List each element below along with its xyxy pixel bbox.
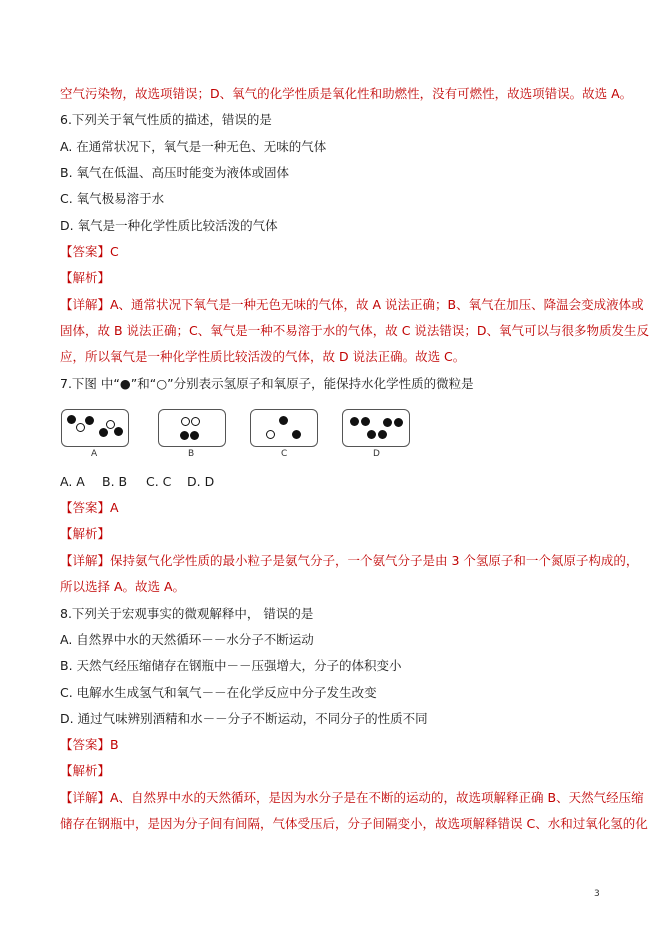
figure-label-b: B xyxy=(188,449,195,459)
figure-label-c: C xyxy=(281,449,288,459)
q7-answer: 【答案】A xyxy=(60,500,119,515)
q6-option-a: A. 在通常状况下，氧气是一种无色、无味的气体 xyxy=(60,139,327,154)
hydrogen-atom-icon xyxy=(99,428,108,437)
hydrogen-atom-icon xyxy=(85,416,94,425)
q7-detail xyxy=(60,548,639,600)
q8-analysis-heading: 【解析】 xyxy=(60,763,111,778)
q6-answer: 【答案】C xyxy=(60,244,119,259)
q8-stem: 8.下列关于宏观事实的微观解释中， 错误的是 xyxy=(60,606,314,621)
hydrogen-atom-icon xyxy=(67,415,76,424)
q8-option-c: C. 电解水生成氢气和氧气－－在化学反应中分子发生改变 xyxy=(60,685,377,700)
hydrogen-atom-icon xyxy=(350,417,359,426)
q7-option-c: C. C xyxy=(146,474,172,489)
hydrogen-atom-icon xyxy=(114,427,123,436)
q7-detail-line-2: 所以选择 A。故选 A。 xyxy=(60,579,186,594)
q7-option-b: B. B xyxy=(102,474,128,489)
q7-stem: 7.下图 中“●”和“○”分别表示氢原子和氧原子，能保持水化学性质的微粒是 xyxy=(60,376,474,391)
hydrogen-atom-icon xyxy=(292,430,301,439)
molecule-figure-b xyxy=(158,409,226,447)
oxygen-atom-icon xyxy=(106,420,115,429)
page-number: 3 xyxy=(594,889,600,899)
q8-detail-line-1: 【详解】A、自然界中水的天然循环，是因为水分子是在不断的运动的，故选项解释正确 B、天然气经压缩 xyxy=(60,790,644,805)
oxygen-atom-icon xyxy=(191,417,200,426)
hydrogen-atom-icon xyxy=(190,431,199,440)
q7-option-a: A. A xyxy=(60,474,85,489)
molecule-figure-a xyxy=(61,409,129,447)
q7-option-d: D. D xyxy=(187,474,215,489)
q7-detail-line-1: 【详解】保持氨气化学性质的最小粒子是氨气分子，一个氨气分子是由 3 个氢原子和一个氮原子构成的， xyxy=(60,553,639,568)
oxygen-atom-icon xyxy=(266,430,275,439)
hydrogen-atom-icon xyxy=(180,431,189,440)
hydrogen-atom-icon xyxy=(367,430,376,439)
q6-analysis-heading: 【解析】 xyxy=(60,270,111,285)
q6-detail-line-3: 应，所以氧气是一种化学性质比较活泼的气体，故 D 说法正确。故选 C。 xyxy=(60,349,466,364)
q7-analysis-heading: 【解析】 xyxy=(60,526,111,541)
hydrogen-atom-icon xyxy=(394,418,403,427)
figure-label-a: A xyxy=(91,449,98,459)
q8-answer: 【答案】B xyxy=(60,737,119,752)
molecule-figure-c xyxy=(250,409,318,447)
q8-detail-line-2: 储存在钢瓶中，是因为分子间有间隔，气体受压后，分子间隔变小，故选项解释错误 C、水和过氧化氢的化 xyxy=(60,816,648,831)
q6-option-b: B. 氧气在低温、高压时能变为液体或固体 xyxy=(60,165,290,180)
q8-detail xyxy=(60,785,648,837)
hydrogen-atom-icon xyxy=(378,430,387,439)
oxygen-atom-icon xyxy=(181,417,190,426)
q6-option-d: D. 氧气是一种化学性质比较活泼的气体 xyxy=(60,218,278,233)
hydrogen-atom-icon xyxy=(361,417,370,426)
figure-label-d: D xyxy=(373,449,380,459)
q6-detail xyxy=(60,292,650,370)
q6-detail-line-2: 固体，故 B 说法正确；C、氧气是一种不易溶于水的气体，故 C 说法错误；D、氧气可以与很多物质发生反 xyxy=(60,323,650,338)
oxygen-atom-icon xyxy=(76,423,85,432)
q6-option-c: C. 氧气极易溶于水 xyxy=(60,191,165,206)
hydrogen-atom-icon xyxy=(383,418,392,427)
hydrogen-atom-icon xyxy=(279,416,288,425)
molecule-figure-d xyxy=(342,409,410,447)
q8-option-a: A. 自然界中水的天然循环－－水分子不断运动 xyxy=(60,632,314,647)
q8-option-b: B. 天然气经压缩储存在钢瓶中－－压强增大，分子的体积变小 xyxy=(60,658,402,673)
intro-line: 空气污染物，故选项错误；D、氧气的化学性质是氧化性和助燃性，没有可燃性，故选项错误。故选 A。 xyxy=(60,86,633,101)
q6-stem: 6.下列关于氧气性质的描述，错误的是 xyxy=(60,112,272,127)
q8-option-d: D. 通过气味辨别酒精和水－－分子不断运动，不同分子的性质不同 xyxy=(60,711,428,726)
q6-detail-line-1: 【详解】A、通常状况下氧气是一种无色无味的气体，故 A 说法正确；B、氧气在加压、降温会变成液体或 xyxy=(60,297,644,312)
